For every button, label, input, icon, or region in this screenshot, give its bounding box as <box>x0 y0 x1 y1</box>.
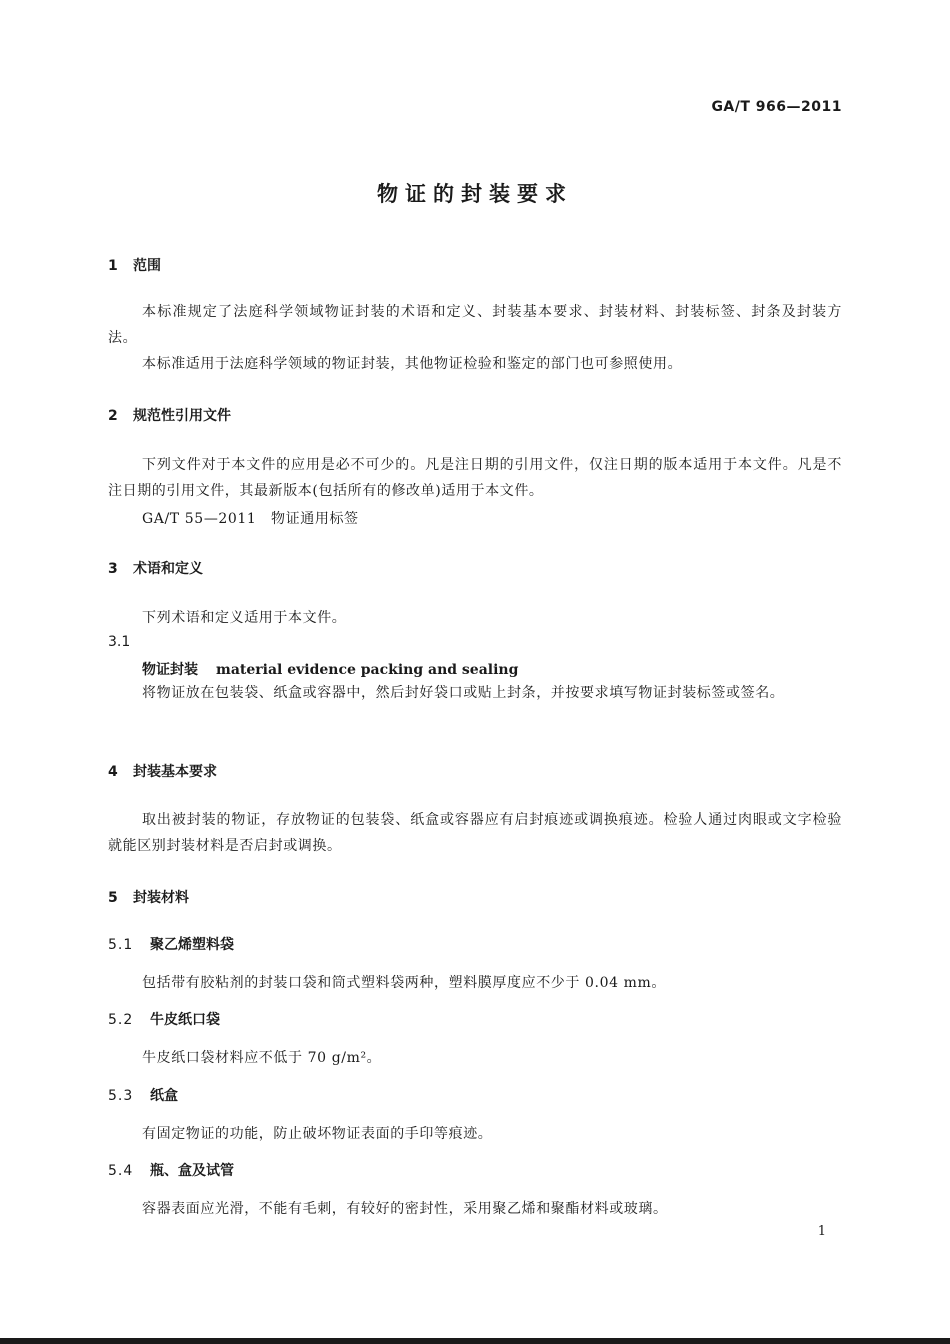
section-number: 2 <box>108 408 118 424</box>
subsection-5-1-heading <box>108 934 234 954</box>
subsection-5-3-text: 有固定物证的功能，防止破坏物证表面的手印等痕迹。 <box>142 1126 493 1142</box>
standard-number: GA/T 966—2011 <box>711 99 842 115</box>
section-5-heading <box>108 887 189 907</box>
section-number: 5 <box>108 890 118 906</box>
section-4-heading <box>108 761 217 781</box>
section-1-paragraph-2: 本标准适用于法庭科学领域的物证封装，其他物证检验和鉴定的部门也可参照使用。 <box>142 356 683 372</box>
term-chinese: 物证封装 <box>142 662 198 678</box>
normative-reference: GA/T 55—2011 物证通用标签 <box>142 511 359 527</box>
subsection-title: 纸盒 <box>150 1088 178 1104</box>
section-title: 封装材料 <box>133 890 189 906</box>
subsection-5-3-heading <box>108 1085 178 1105</box>
term-entry <box>142 659 518 679</box>
page-number: 1 <box>817 1224 826 1239</box>
section-title: 术语和定义 <box>133 561 203 577</box>
subsection-title: 聚乙烯塑料袋 <box>150 937 234 953</box>
section-title: 范围 <box>133 258 161 274</box>
subsection-5-2-heading <box>108 1009 220 1029</box>
subsection-number: 5.2 <box>108 1012 134 1028</box>
page-title: 物证的封装要求 <box>377 182 573 206</box>
bottom-divider <box>0 1338 950 1344</box>
subsection-5-4-heading <box>108 1160 234 1180</box>
subsection-title: 瓶、盒及试管 <box>150 1163 234 1179</box>
section-2-heading <box>108 405 231 425</box>
term-number: 3.1 <box>108 634 131 650</box>
section-3-paragraph-1: 下列术语和定义适用于本文件。 <box>142 610 347 626</box>
section-number: 4 <box>108 764 118 780</box>
term-english: material evidence packing and sealing <box>216 662 519 678</box>
section-number: 1 <box>108 258 118 274</box>
subsection-number: 5.1 <box>108 937 134 953</box>
subsection-5-2-text: 牛皮纸口袋材料应不低于 70 g/m²。 <box>142 1050 382 1066</box>
subsection-number: 5.3 <box>108 1088 134 1104</box>
subsection-number: 5.4 <box>108 1163 134 1179</box>
subsection-5-1-text: 包括带有胶粘剂的封装口袋和筒式塑料袋两种，塑料膜厚度应不少于 0.04 mm。 <box>142 975 667 991</box>
section-2-paragraph-1: 下列文件对于本文件的应用是必不可少的。凡是注日期的引用文件，仅注日期的版本适用于本文件。凡是不注日期的引用文件，其最新版本(包括所有的修改单)适用于本文件。 <box>108 457 842 499</box>
term-definition: 将物证放在包装袋、纸盒或容器中，然后封好袋口或贴上封条，并按要求填写物证封装标签或签名。 <box>142 685 785 701</box>
section-1-paragraph-1: 本标准规定了法庭科学领域物证封装的术语和定义、封装基本要求、封装材料、封装标签、封条及封装方法。 <box>108 304 842 346</box>
subsection-5-4-text: 容器表面应光滑，不能有毛刺，有较好的密封性，采用聚乙烯和聚酯材料或玻璃。 <box>142 1201 668 1217</box>
section-number: 3 <box>108 561 118 577</box>
section-4-paragraph-1: 取出被封装的物证，存放物证的包装袋、纸盒或容器应有启封痕迹或调换痕迹。检验人通过肉眼或文字检验就能区别封装材料是否启封或调换。 <box>108 812 842 854</box>
section-title: 规范性引用文件 <box>133 408 231 424</box>
section-3-heading <box>108 558 203 578</box>
section-title: 封装基本要求 <box>133 764 217 780</box>
subsection-title: 牛皮纸口袋 <box>150 1012 220 1028</box>
section-1-heading <box>108 255 161 275</box>
